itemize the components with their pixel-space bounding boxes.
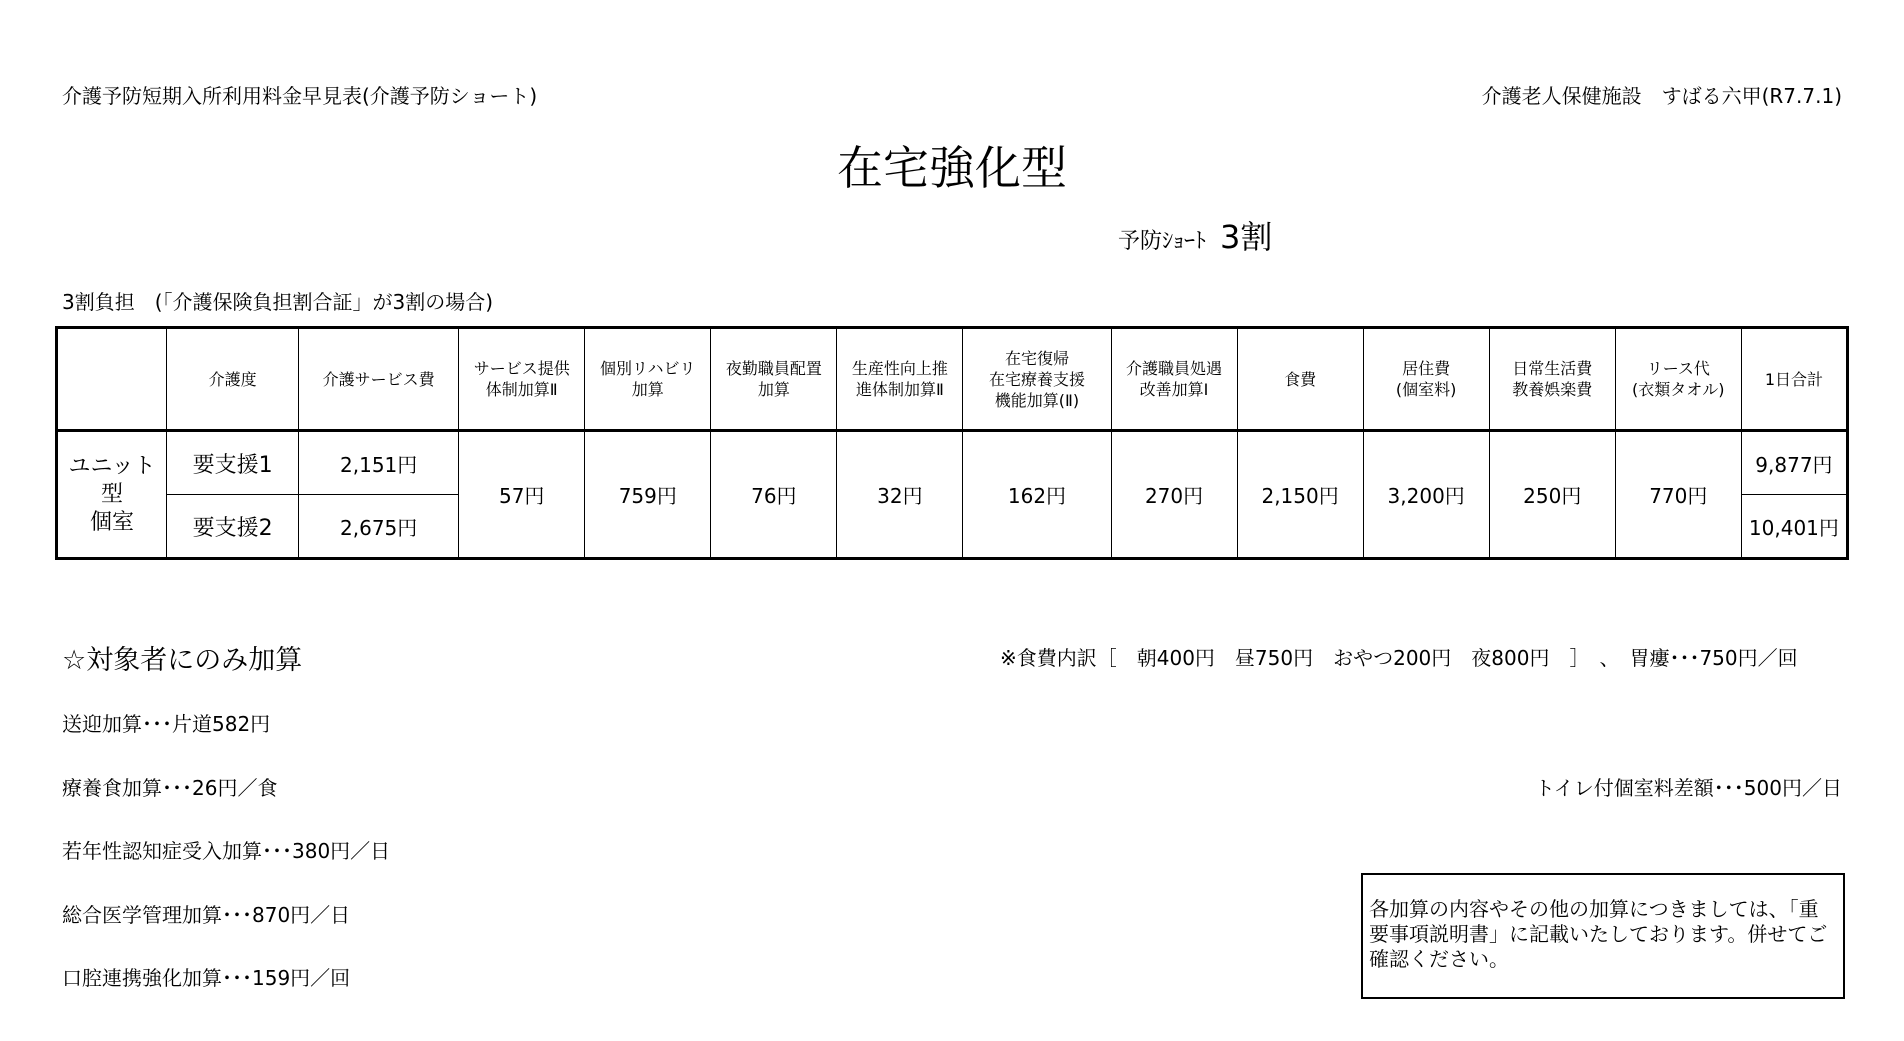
rehab-cell: 759円 [585, 431, 711, 559]
lease-cell: 770円 [1615, 431, 1741, 559]
page-title: 在宅強化型 [837, 141, 1067, 195]
header-cell-productivity: 生産性向上推 進体制加算Ⅱ [837, 328, 963, 431]
subtitle-label: 予防ｼｮｰﾄ [1118, 229, 1207, 254]
header-cell-home-return: 在宅復帰 在宅療養支援 機能加算(Ⅱ) [963, 328, 1111, 431]
daily-life-cell: 250円 [1489, 431, 1615, 559]
meal-breakdown: ※食費内訳［ 朝400円 昼750円 おやつ200円 夜800円 ］ 、 胃瘻･･･750円／回 [1000, 646, 1798, 670]
header-cell-rehab: 個別リハビリ 加算 [585, 328, 711, 431]
staff-treatment-cell: 270円 [1111, 431, 1237, 559]
service-fee-cell: 2,675円 [299, 495, 459, 559]
daily-total-cell: 9,877円 [1741, 431, 1847, 495]
addition-item-transport: 送迎加算･･･片道582円 [62, 712, 271, 736]
night-staff-cell: 76円 [711, 431, 837, 559]
daily-total-cell: 10,401円 [1741, 495, 1847, 559]
home-return-cell: 162円 [963, 431, 1111, 559]
document-title: 介護予防短期入所利用料金早見表(介護予防ショート) [62, 84, 538, 108]
addition-item-young-dementia: 若年性認知症受入加算･･･380円／日 [62, 839, 391, 863]
productivity-cell: 32円 [837, 431, 963, 559]
header-cell-blank [57, 328, 167, 431]
care-level-cell: 要支援1 [167, 431, 299, 495]
fee-table [55, 326, 1849, 560]
service-system-cell: 57円 [459, 431, 585, 559]
header-cell-residence: 居住費 (個室料) [1363, 328, 1489, 431]
meal-cell: 2,150円 [1237, 431, 1363, 559]
room-type-cell: ユニット型 個室 [57, 431, 167, 559]
header-cell-lease: リース代 (衣類タオル) [1615, 328, 1741, 431]
facility-name: 介護老人保健施設 すばる六甲(R7.7.1) [1481, 84, 1842, 108]
toilet-room-fee: トイレ付個室料差額･･･500円／日 [1534, 776, 1842, 800]
table-header-row [57, 328, 1848, 431]
header-cell-night-staff: 夜勤職員配置 加算 [711, 328, 837, 431]
header-cell-staff-treatment: 介護職員処遇 改善加算Ⅰ [1111, 328, 1237, 431]
header-cell-service-system: サービス提供 体制加算Ⅱ [459, 328, 585, 431]
header-cell-meal: 食費 [1237, 328, 1363, 431]
care-level-cell: 要支援2 [167, 495, 299, 559]
header-cell-daily-life: 日常生活費 教養娯楽費 [1489, 328, 1615, 431]
table-row [57, 431, 1848, 495]
addition-item-therapeutic-meal: 療養食加算･･･26円／食 [62, 776, 278, 800]
subtitle [1118, 212, 1272, 258]
notice-box: 各加算の内容やその他の加算につきましては、「重要事項説明書」に記載いたしております。併せてご確認ください。 [1361, 873, 1845, 999]
subtitle-rate: 3割 [1220, 218, 1273, 256]
additions-section-title: ☆対象者にのみ加算 [62, 645, 303, 676]
addition-item-medical-management: 総合医学管理加算･･･870円／日 [62, 903, 351, 927]
residence-cell: 3,200円 [1363, 431, 1489, 559]
addition-item-oral-cooperation: 口腔連携強化加算･･･159円／回 [62, 966, 351, 990]
header-cell-service-fee: 介護サービス費 [299, 328, 459, 431]
service-fee-cell: 2,151円 [299, 431, 459, 495]
header-cell-care-level: 介護度 [167, 328, 299, 431]
header-cell-daily-total: 1日合計 [1741, 328, 1847, 431]
burden-note: 3割負担 (「介護保険負担割合証」が3割の場合) [62, 290, 494, 314]
